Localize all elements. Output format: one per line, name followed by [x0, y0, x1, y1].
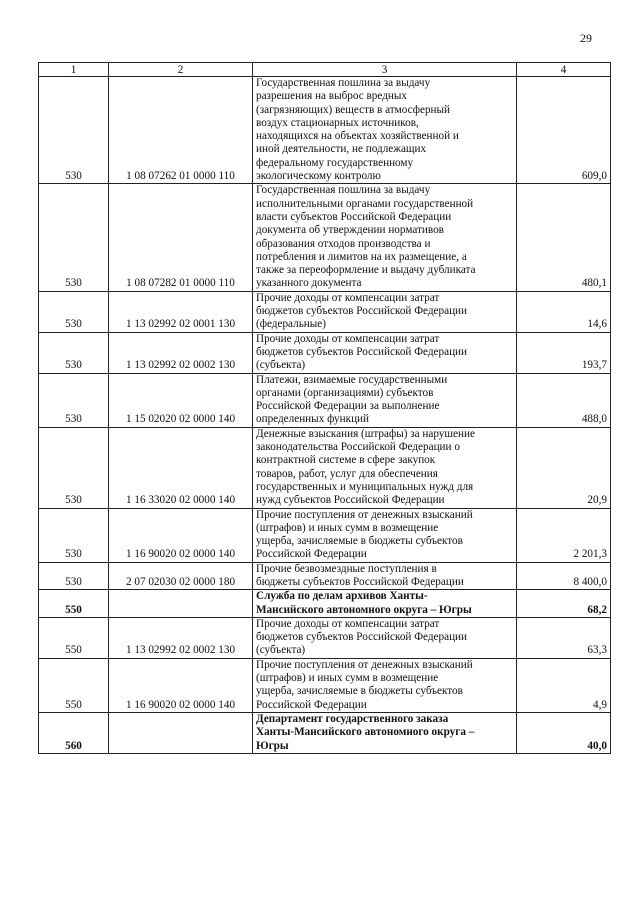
admin-code-cell: 550 — [39, 617, 109, 658]
revenue-name-line: Прочие доходы от компенсации затрат — [256, 617, 440, 630]
table-row — [39, 617, 611, 658]
table-row — [39, 712, 611, 753]
table-row — [39, 332, 611, 373]
revenue-name-line: Государственная пошлина за выдачу — [256, 77, 431, 89]
table-row — [39, 562, 611, 590]
admin-code-cell: 530 — [39, 291, 109, 332]
table-header-row — [39, 63, 611, 77]
page-number: 29 — [580, 31, 592, 45]
revenue-name-line: бюджетов субъектов Российской Федерации — [256, 305, 468, 318]
admin-code-cell: 530 — [39, 77, 109, 184]
column-header-3: 3 — [253, 63, 517, 77]
column-header-4: 4 — [517, 63, 611, 77]
amount-cell: 193,7 — [517, 332, 611, 373]
budget-code-cell: 1 16 90020 02 0000 140 — [109, 508, 253, 562]
revenue-name-cell — [253, 332, 517, 373]
revenue-name-line: товаров, работ, услуг для обеспечения — [256, 467, 438, 480]
revenue-name-line: Ханты-Мансийского автономного округа – — [256, 726, 475, 739]
revenue-name-line: нужд субъектов Российской Федерации — [256, 494, 445, 507]
revenue-name-line: Российской Федерации за выполнение — [256, 400, 440, 413]
budget-code-cell: 1 13 02992 02 0001 130 — [109, 291, 253, 332]
amount-cell: 4,9 — [517, 658, 611, 712]
revenue-name-line: Департамент государственного заказа — [256, 712, 449, 725]
amount-cell: 63,3 — [517, 617, 611, 658]
revenue-name-line: (федеральные) — [256, 318, 326, 331]
revenue-name-cell — [253, 427, 517, 508]
revenue-name-line: ущерба, зачисляемые в бюджеты субъектов — [256, 535, 463, 548]
budget-code-cell: 1 08 07262 01 0000 110 — [109, 77, 253, 184]
revenue-name-line: Платежи, взимаемые государственными — [256, 373, 448, 386]
revenue-name-line: находящихся на объектах хозяйственной и — [256, 130, 459, 143]
revenue-name-line: Прочие поступления от денежных взысканий — [256, 658, 473, 671]
table-row — [39, 77, 611, 184]
budget-code-cell: 1 15 02020 02 0000 140 — [109, 373, 253, 427]
revenue-name-line: Прочие доходы от компенсации затрат — [256, 332, 440, 345]
revenue-name-line: ущерба, зачисляемые в бюджеты субъектов — [256, 685, 463, 698]
amount-cell: 480,1 — [517, 184, 611, 291]
table-row — [39, 508, 611, 562]
admin-code-cell: 550 — [39, 590, 109, 618]
revenue-name-line: Государственная пошлина за выдачу — [256, 184, 431, 197]
table-row — [39, 427, 611, 508]
revenue-name-line: бюджетов субъектов Российской Федерации — [256, 345, 468, 358]
admin-code-cell: 560 — [39, 712, 109, 753]
revenue-name-line: (субъекта) — [256, 359, 306, 372]
revenue-name-line: воздух стационарных источников, — [256, 116, 419, 129]
revenue-name-line: иной деятельности, не подлежащих — [256, 143, 427, 156]
revenue-name-line: образования отходов производства и — [256, 237, 431, 250]
budget-code-cell: 1 08 07282 01 0000 110 — [109, 184, 253, 291]
table-row — [39, 184, 611, 291]
revenue-name-line: определенных функций — [256, 413, 370, 426]
revenue-name-line: власти субъектов Российской Федерации — [256, 210, 452, 223]
budget-code-cell: 1 16 90020 02 0000 140 — [109, 658, 253, 712]
revenue-name-cell — [253, 373, 517, 427]
revenue-name-cell — [253, 712, 517, 753]
revenue-name-line: бюджеты субъектов Российской Федерации — [256, 575, 464, 588]
revenue-name-line: (субъекта) — [256, 644, 306, 657]
table-row — [39, 590, 611, 618]
budget-code-cell: 1 13 02992 02 0002 130 — [109, 617, 253, 658]
table-row — [39, 291, 611, 332]
revenue-name-cell — [253, 562, 517, 590]
revenue-name-line: Служба по делам архивов Ханты- — [256, 590, 428, 603]
revenue-name-line: контрактной системе в сфере закупок — [256, 454, 436, 467]
revenue-name-line: разрешения на выброс вредных — [256, 90, 407, 103]
revenue-name-line: федеральному государственному — [256, 156, 414, 169]
amount-cell: 68,2 — [517, 590, 611, 618]
admin-code-cell: 530 — [39, 184, 109, 291]
revenue-name-line: органами (организациями) субъектов — [256, 386, 434, 399]
revenue-name-cell — [253, 617, 517, 658]
budget-code-cell: 1 16 33020 02 0000 140 — [109, 427, 253, 508]
revenue-name-line: также за переоформление и выдачу дубликата — [256, 264, 476, 277]
revenue-name-line: Прочие поступления от денежных взысканий — [256, 508, 473, 521]
revenue-name-line: государственных и муниципальных нужд для — [256, 480, 474, 493]
revenue-name-line: (штрафов) и иных сумм в возмещение — [256, 521, 439, 534]
revenue-name-cell — [253, 291, 517, 332]
table-row — [39, 373, 611, 427]
revenue-name-line: Мансийского автономного округа – Югры — [256, 603, 472, 616]
revenue-name-line: Югры — [256, 739, 289, 752]
revenue-name-line: Российской Федерации — [256, 698, 367, 711]
table-row — [39, 658, 611, 712]
admin-code-cell: 530 — [39, 508, 109, 562]
admin-code-cell: 530 — [39, 562, 109, 590]
revenue-name-cell — [253, 658, 517, 712]
revenue-name-cell — [253, 508, 517, 562]
admin-code-cell: 530 — [39, 332, 109, 373]
budget-code-cell — [109, 712, 253, 753]
amount-cell: 609,0 — [517, 77, 611, 184]
amount-cell: 488,0 — [517, 373, 611, 427]
budget-code-cell: 1 13 02992 02 0002 130 — [109, 332, 253, 373]
column-header-1: 1 — [39, 63, 109, 77]
revenue-name-line: (загрязняющих) веществ в атмосферный — [256, 103, 451, 116]
amount-cell: 14,6 — [517, 291, 611, 332]
amount-cell: 40,0 — [517, 712, 611, 753]
revenue-name-line: указанного документа — [256, 277, 362, 290]
revenue-name-line: исполнительными органами государственной — [256, 197, 474, 210]
revenue-name-line: Прочие доходы от компенсации затрат — [256, 291, 440, 304]
amount-cell: 8 400,0 — [517, 562, 611, 590]
revenue-name-cell — [253, 77, 517, 184]
budget-code-cell — [109, 590, 253, 618]
revenue-name-cell — [253, 184, 517, 291]
revenue-name-line: экологическому контролю — [256, 170, 381, 183]
admin-code-cell: 530 — [39, 427, 109, 508]
revenue-name-line: Российской Федерации — [256, 548, 367, 561]
admin-code-cell: 530 — [39, 373, 109, 427]
amount-cell: 2 201,3 — [517, 508, 611, 562]
revenue-table — [38, 62, 611, 754]
revenue-name-line: (штрафов) и иных сумм в возмещение — [256, 672, 439, 685]
revenue-name-line: законодательства Российской Федерации о — [256, 441, 460, 454]
revenue-name-line: документа об утверждении нормативов — [256, 224, 444, 237]
revenue-name-cell — [253, 590, 517, 618]
revenue-name-line: Прочие безвозмездные поступления в — [256, 562, 437, 575]
amount-cell: 20,9 — [517, 427, 611, 508]
revenue-name-line: бюджетов субъектов Российской Федерации — [256, 631, 468, 644]
revenue-name-line: потребления и лимитов на их размещение, а — [256, 250, 467, 263]
column-header-2: 2 — [109, 63, 253, 77]
table-body — [39, 77, 611, 754]
revenue-name-line: Денежные взыскания (штрафы) за нарушение — [256, 427, 475, 440]
budget-code-cell: 2 07 02030 02 0000 180 — [109, 562, 253, 590]
admin-code-cell: 550 — [39, 658, 109, 712]
